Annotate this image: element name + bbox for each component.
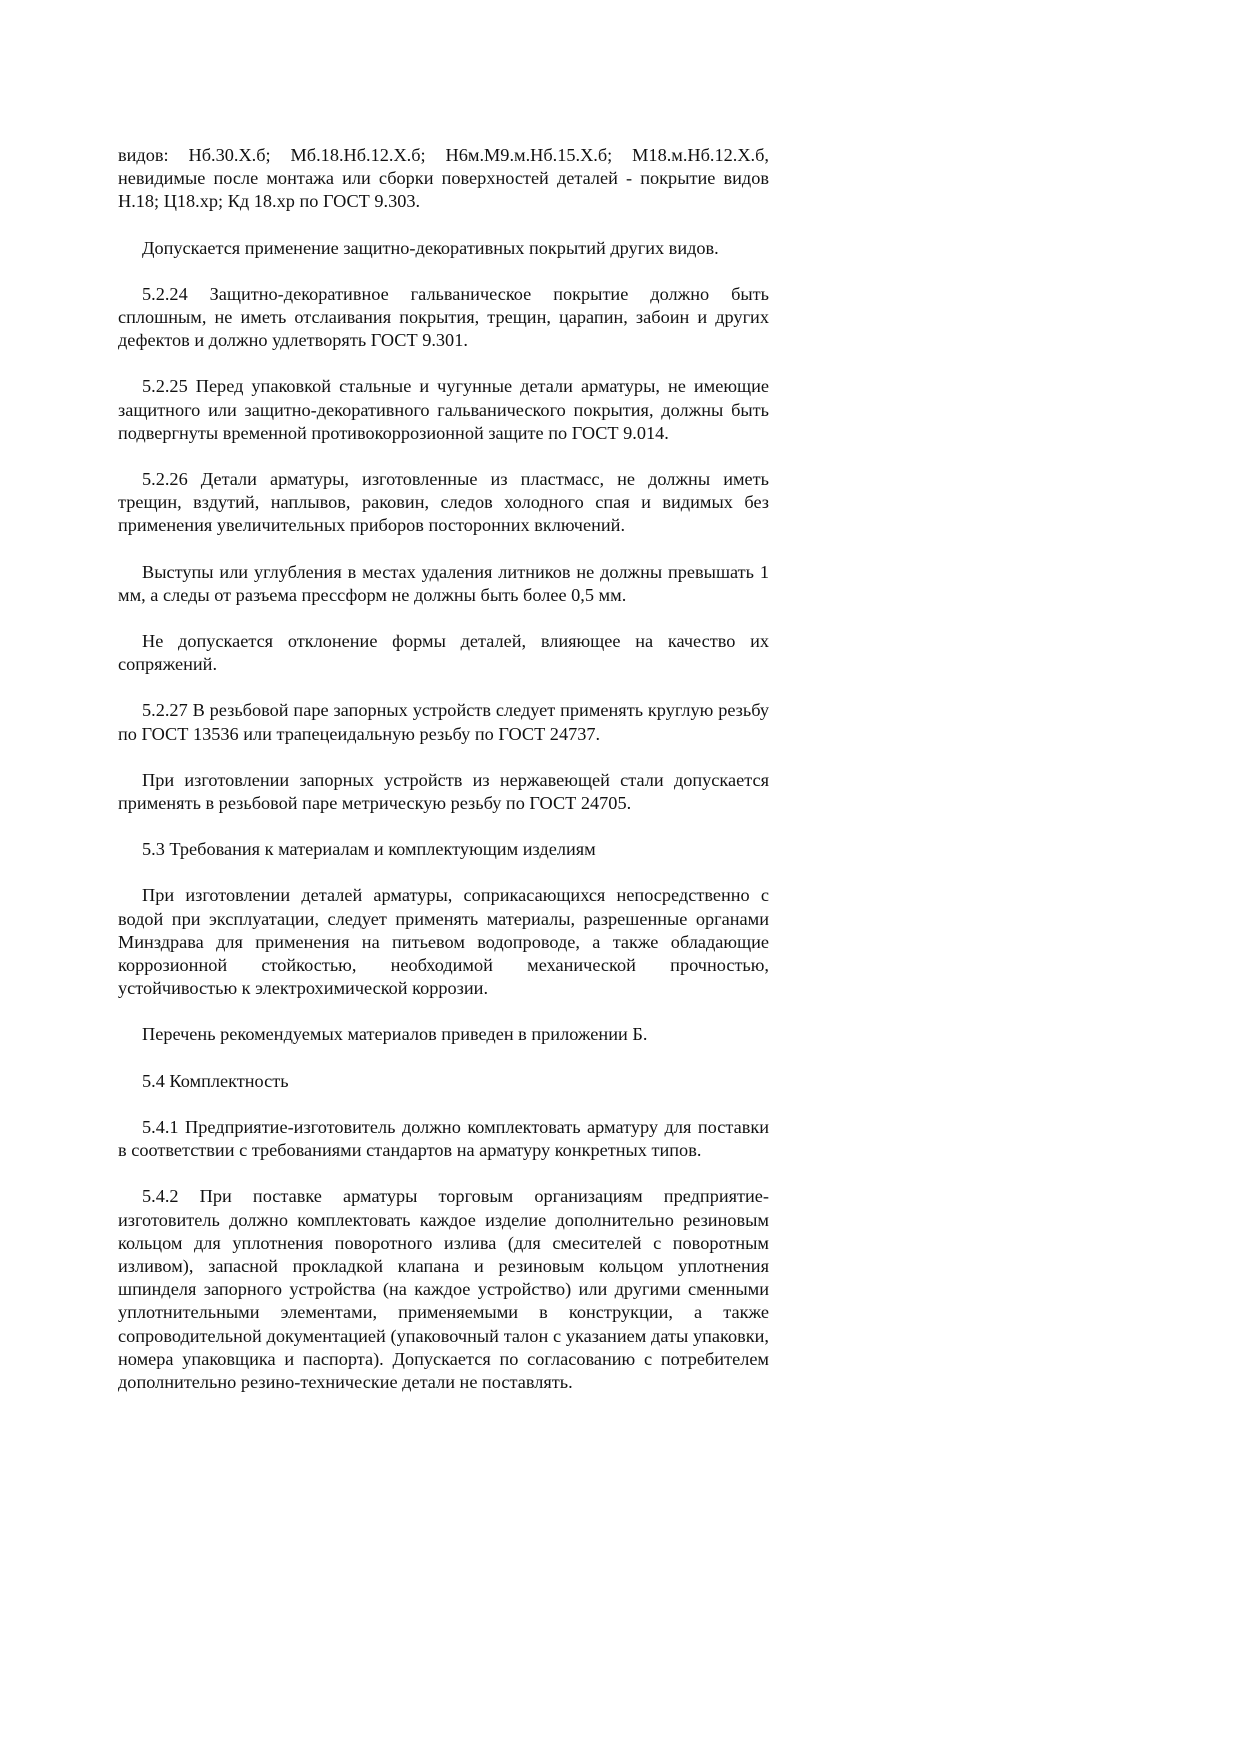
paragraph-other-coatings: Допускается применение защитно-декоративных покрытий других видов.: [142, 237, 719, 258]
section-heading-5-4: 5.4 Комплектность: [142, 1070, 289, 1091]
paragraph-5-2-26: 5.2.26 Детали арматуры, изготовленные из пластмасс, не должны иметь трещин, вздутий, наплывов, раковин, следов холодного спая и видимых без применения увеличительных приборов посторонних включений.: [118, 469, 769, 536]
paragraph-shape-deviation: Не допускается отклонение формы деталей, влияющее на качество их сопряжений.: [118, 631, 769, 675]
paragraph-5-4-1: 5.4.1 Предприятие-изготовитель должно комплектовать арматуру для поставки в соответствии с требованиями стандартов на арматуру конкретных типов.: [118, 1116, 769, 1161]
paragraph-materials: При изготовлении деталей арматуры, соприкасающихся непосредственно с водой при эксплуатации, следует применять материалы, разрешенные органами Минздрава для применения на питьевом водопроводе, а также обладающие коррозионной стойкостью, необходимой механической прочностью, устойчивостью к электрохимической коррозии.: [118, 885, 769, 999]
section-heading-5-3: 5.3 Требования к материалам и комплектующим изделиям: [142, 839, 596, 860]
paragraph-protrusions: Выступы или углубления в местах удаления литников не должны превышать 1 мм, а следы от разъема прессформ не должны быть более 0,5 мм.: [118, 561, 769, 605]
document-page: [118, 144, 769, 1417]
paragraph-5-2-25: 5.2.25 Перед упаковкой стальные и чугунные детали арматуры, не имеющие защитного или защитно-декоративного гальванического покрытия, должны быть подвергнуты временной противокоррозионной защите по ГОСТ 9.014.: [118, 376, 769, 443]
paragraph-5-2-27: 5.2.27 В резьбовой паре запорных устройств следует применять круглую резьбу по ГОСТ 13536 или трапецеидальную резьбу по ГОСТ 24737.: [118, 700, 769, 744]
paragraph-appendix-b: Перечень рекомендуемых материалов приведен в приложении Б.: [142, 1024, 648, 1045]
paragraph-coating-types: видов: Нб.30.Х.б; Мб.18.Нб.12.Х.б; Н6м.М9.м.Нб.15.Х.б; М18.м.Нб.12.Х.б, невидимые после монтажа или сборки поверхностей деталей - покрытие видов Н.18; Ц18.хр; Кд 18.хр по ГОСТ 9.303.: [118, 145, 769, 212]
paragraph-5-2-24: 5.2.24 Защитно-декоративное гальваническое покрытие должно быть сплошным, не иметь отслаивания покрытия, трещин, царапин, забоин и других дефектов и должно удлетворять ГОСТ 9.301.: [118, 283, 769, 351]
paragraph-5-4-2: 5.4.2 При поставке арматуры торговым организациям предприятие-изготовитель должно комплектовать каждое изделие дополнительно резиновым кольцом для уплотнения поворотного излива (для смесителей с поворотным изливом), запасной прокладкой клапана и резиновым кольцом уплотнения шпинделя запорного устройства (на каждое устройство) или другими сменными уплотнительными элементами, применяемыми в конструкции, а также сопроводительной документацией (упаковочный талон с указанием даты упаковки, номера упаковщика и паспорта). Допускается по согласованию с потребителем дополнительно резино-технические детали не поставлять.: [118, 1186, 769, 1392]
paragraph-stainless-thread: При изготовлении запорных устройств из нержавеющей стали допускается применять в резьбовой паре метрическую резьбу по ГОСТ 24705.: [118, 769, 769, 814]
